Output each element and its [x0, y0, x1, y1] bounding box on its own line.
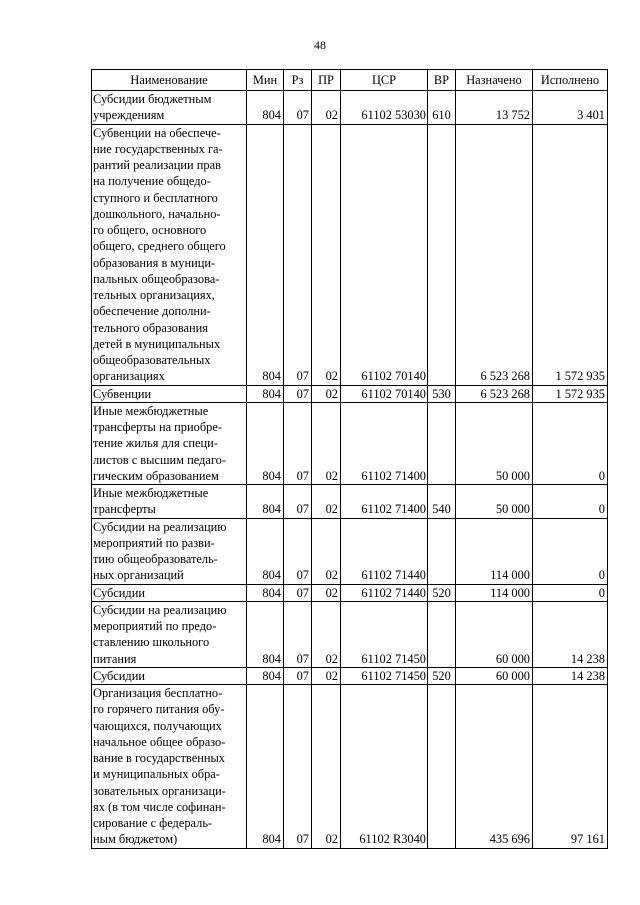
cell-pr: 02 — [312, 124, 341, 385]
table-body — [92, 91, 608, 849]
cell-assigned: 60 000 — [456, 667, 533, 684]
table-row — [92, 685, 608, 849]
name-line: общего, среднего общего — [93, 239, 226, 254]
name-line: на получение общедо- — [93, 174, 211, 189]
name-line: гическим образованием — [93, 468, 219, 483]
name-line: начальное общее образо- — [93, 734, 226, 749]
name-line: ступного и бесплатного — [93, 190, 218, 205]
name-line: рантий реализации прав — [93, 158, 221, 172]
name-line: трансферты — [93, 502, 156, 517]
name-line: тельного образования — [93, 320, 209, 335]
cell-rz: 07 — [284, 667, 312, 684]
cell-rz: 07 — [284, 485, 312, 519]
header-executed: Исполнено — [533, 70, 608, 91]
cell-min: 804 — [247, 518, 284, 584]
table-row — [92, 402, 608, 484]
name-line: сирование с федераль- — [93, 816, 213, 830]
table-row — [92, 385, 608, 402]
cell-pr: 02 — [312, 402, 341, 484]
cell-csr: 61102 70140 — [341, 385, 428, 402]
cell-pr: 02 — [312, 584, 341, 601]
name-line: Иные межбюджетные — [93, 486, 209, 500]
cell-rz: 07 — [284, 124, 312, 385]
cell-pr: 02 — [312, 601, 341, 667]
cell-executed: 3 401 — [533, 91, 608, 125]
name-line: Субсидии — [93, 668, 145, 683]
cell-name — [92, 685, 247, 849]
cell-assigned: 60 000 — [456, 601, 533, 667]
name-line: ние государственных га- — [93, 141, 223, 156]
table-row — [92, 518, 608, 584]
cell-vr: 520 — [428, 584, 456, 601]
name-line: образования в муници- — [93, 255, 216, 270]
name-line: ставлению школьного — [93, 635, 210, 650]
cell-pr: 02 — [312, 91, 341, 125]
cell-vr: 610 — [428, 91, 456, 125]
name-line: обеспечение дополни- — [93, 304, 211, 319]
header-vr: ВР — [428, 70, 456, 91]
cell-csr: 61102 71440 — [341, 518, 428, 584]
cell-rz: 07 — [284, 601, 312, 667]
page-number: 48 — [314, 38, 326, 52]
cell-executed: 0 — [533, 402, 608, 484]
name-line: дошкольного, начально- — [93, 206, 221, 221]
cell-pr: 02 — [312, 518, 341, 584]
cell-rz: 07 — [284, 91, 312, 125]
cell-executed: 0 — [533, 584, 608, 601]
cell-rz: 07 — [284, 385, 312, 402]
cell-executed: 0 — [533, 485, 608, 519]
cell-min: 804 — [247, 124, 284, 385]
cell-vr — [428, 685, 456, 849]
cell-executed: 14 238 — [533, 601, 608, 667]
name-line: пальных общеобразова- — [93, 271, 220, 286]
cell-csr: 61102 R3040 — [341, 685, 428, 849]
cell-vr — [428, 518, 456, 584]
name-line: общеобразовательных — [93, 353, 211, 367]
cell-pr: 02 — [312, 685, 341, 849]
header-min: Мин — [247, 70, 284, 91]
cell-name — [92, 485, 247, 519]
cell-csr: 61102 71400 — [341, 485, 428, 519]
cell-executed: 0 — [533, 518, 608, 584]
name-line: и муниципальных обра- — [93, 767, 220, 782]
name-line: ным бюджетом) — [93, 832, 178, 847]
name-line: Субсидии — [93, 585, 145, 600]
cell-csr: 61102 71450 — [341, 667, 428, 684]
cell-assigned: 114 000 — [456, 518, 533, 584]
cell-assigned: 50 000 — [456, 485, 533, 519]
cell-name — [92, 402, 247, 484]
cell-csr: 61102 71400 — [341, 402, 428, 484]
name-line: питания — [93, 651, 137, 666]
table-row — [92, 485, 608, 519]
name-line: трансферты на приобре- — [93, 420, 222, 434]
name-line: учреждениям — [93, 108, 165, 123]
table-row — [92, 584, 608, 601]
name-line: тию общеобразователь- — [93, 552, 218, 566]
name-line: организациях — [93, 369, 165, 384]
cell-min: 804 — [247, 385, 284, 402]
cell-assigned: 50 000 — [456, 402, 533, 484]
header-name: Наименование — [92, 70, 247, 91]
cell-pr: 02 — [312, 667, 341, 684]
cell-min: 804 — [247, 485, 284, 519]
name-line: ях (в том числе софинан- — [93, 799, 226, 814]
cell-min: 804 — [247, 91, 284, 125]
name-line: Субсидии на реализацию — [93, 519, 227, 534]
cell-name — [92, 584, 247, 601]
cell-executed: 14 238 — [533, 667, 608, 684]
cell-executed: 97 161 — [533, 685, 608, 849]
cell-vr: 540 — [428, 485, 456, 519]
name-line: го горячего питания обу- — [93, 702, 225, 717]
cell-name — [92, 518, 247, 584]
cell-name — [92, 124, 247, 385]
name-line: листов с высшим педаго- — [93, 452, 226, 467]
cell-assigned: 114 000 — [456, 584, 533, 601]
header-assigned: Назначено — [456, 70, 533, 91]
cell-rz: 07 — [284, 402, 312, 484]
cell-assigned: 6 523 268 — [456, 124, 533, 385]
cell-min: 804 — [247, 685, 284, 849]
table-row — [92, 124, 608, 385]
header-csr: ЦСР — [341, 70, 428, 91]
cell-assigned: 13 752 — [456, 91, 533, 125]
name-line: мероприятий по разви- — [93, 535, 215, 550]
cell-csr: 61102 71440 — [341, 584, 428, 601]
cell-csr: 61102 70140 — [341, 124, 428, 385]
cell-vr — [428, 402, 456, 484]
cell-csr: 61102 71450 — [341, 601, 428, 667]
name-line: ных организаций — [93, 568, 184, 583]
name-line: Иные межбюджетные — [93, 403, 209, 418]
cell-name — [92, 601, 247, 667]
cell-executed: 1 572 935 — [533, 385, 608, 402]
name-line: Субвенции на обеспече- — [93, 125, 221, 140]
cell-vr: 530 — [428, 385, 456, 402]
name-line: детей в муниципальных — [93, 336, 221, 351]
cell-assigned: 435 696 — [456, 685, 533, 849]
name-line: Субсидии на реализацию — [93, 602, 227, 617]
name-line: тение жилья для специ- — [93, 436, 218, 451]
name-line: вание в государственных — [93, 751, 225, 765]
name-line: чающихся, получающих — [93, 718, 222, 733]
table-header-row — [92, 70, 608, 91]
cell-min: 804 — [247, 667, 284, 684]
name-line: тельных организациях, — [93, 288, 215, 302]
cell-pr: 02 — [312, 485, 341, 519]
header-rz: Рз — [284, 70, 312, 91]
name-line: Субвенции — [93, 386, 152, 401]
name-line: го общего, основного — [93, 223, 207, 237]
header-pr: ПР — [312, 70, 341, 91]
name-line: Субсидии бюджетным — [93, 92, 212, 106]
cell-csr: 61102 53030 — [341, 91, 428, 125]
name-line: мероприятий по предо- — [93, 619, 217, 633]
table-row — [92, 91, 608, 125]
cell-rz: 07 — [284, 584, 312, 601]
cell-vr: 520 — [428, 667, 456, 684]
name-line: Организация бесплатно- — [93, 686, 223, 700]
cell-name — [92, 667, 247, 684]
cell-vr — [428, 124, 456, 385]
cell-min: 804 — [247, 601, 284, 667]
cell-assigned: 6 523 268 — [456, 385, 533, 402]
cell-rz: 07 — [284, 518, 312, 584]
cell-executed: 1 572 935 — [533, 124, 608, 385]
table-row — [92, 601, 608, 667]
table-row — [92, 667, 608, 684]
cell-min: 804 — [247, 584, 284, 601]
cell-min: 804 — [247, 402, 284, 484]
name-line: зовательных организаци- — [93, 783, 226, 798]
budget-table — [91, 69, 608, 849]
cell-name — [92, 91, 247, 125]
cell-name — [92, 385, 247, 402]
cell-rz: 07 — [284, 685, 312, 849]
cell-vr — [428, 601, 456, 667]
cell-pr: 02 — [312, 385, 341, 402]
